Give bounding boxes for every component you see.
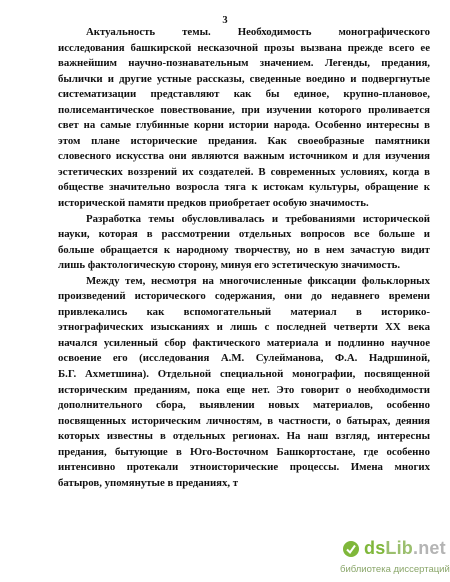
text-line: Между тем, несмотря на многочисленные фиксации фольклорных xyxy=(86,274,430,287)
text-line: былички и другие устные рассказы, сведенные воедино и подвергнутые xyxy=(58,72,430,85)
text-line: привлекались как вспомогательный материал в историко- xyxy=(58,305,430,318)
text-line: исследования башкирской несказочной прозы вызвана прежде всего ее xyxy=(58,41,430,54)
text-line: которых известны в отдельных регионах. На наш взгляд, интересны xyxy=(58,430,430,443)
text-line: эстетических воззрений их создателей. В современных условиях, когда в xyxy=(58,165,430,178)
text-line: предания, бытующие в Юго-Восточном Башкортостане, где особенно xyxy=(58,445,430,458)
text-line: Разработка темы обусловливалась и требованиями исторической xyxy=(86,212,430,225)
watermark-brand-ds: ds xyxy=(364,538,386,558)
watermark[interactable] xyxy=(338,536,450,582)
text-line: лишь фактологическую сторону, минуя его эстетическую значимость. xyxy=(58,259,401,272)
text-line: больше обращается к народному творчеству, но в нем зачастую видит xyxy=(58,243,430,256)
text-line: историческим преданиям, пока еще нет. Это говорит о необходимости xyxy=(58,383,430,396)
text-line: этнографических изысканиях и лишь с последней четверти XX века xyxy=(58,321,430,334)
watermark-logo xyxy=(342,538,446,564)
dslib-logo-icon xyxy=(342,540,360,558)
text-line: важнейшим научно-познавательным значением. Легенды, предания, xyxy=(58,57,430,70)
text-line: обществе значительно возросла тяга к истокам культуры, обращение к xyxy=(58,181,430,194)
text-line: посвященных историческим личностям, в частности, о батырах, деяния xyxy=(58,414,430,427)
text-line: систематизации представляют как бы единое, крупно-плановое, xyxy=(58,88,430,101)
text-line: словесного искусства они являются важным источником и для изучения xyxy=(58,150,430,163)
page-number: 3 xyxy=(222,15,228,26)
text-line: дополнительного сбора, выявлении новых материалов, особенно xyxy=(58,399,430,412)
text-line: освоение его (исследования А.М. Сулейманова, Ф.А. Надршиной, xyxy=(58,352,430,365)
text-line: батыров, упомянутые в преданиях, т xyxy=(58,476,239,489)
text-line: науки, которая в рассмотрении отдельных вопросов все больше и xyxy=(58,228,430,241)
text-line: Актуальность темы. Необходимость монографического xyxy=(86,26,430,38)
watermark-brand-lib: Lib xyxy=(385,538,413,558)
text-line: начался усиленный сбор фактического материала и подлинно научное xyxy=(58,336,430,349)
text-line: интенсивно протекали этноисторические процессы. Имена многих xyxy=(58,461,430,474)
text-line: свет на самые глубинные корни истории народа. Особенно интересны в xyxy=(58,119,430,132)
watermark-brand-net: .net xyxy=(413,538,446,558)
text-line: этом плане исторические предания. Как своеобразные памятники xyxy=(58,134,430,147)
text-line: Б.Г. Ахметшина). Отдельной специальной монографии, посвященной xyxy=(58,368,430,381)
watermark-subtitle: библиотека диссертаций xyxy=(340,564,450,575)
text-line: полисемантическое повествование, при изучении которого проливается xyxy=(58,103,430,116)
text-line: произведений исторического содержания, они до недавнего времени xyxy=(58,290,430,303)
body-text xyxy=(58,25,430,491)
watermark-brand xyxy=(364,538,446,559)
text-line: исторической памяти предков приобретает особую значимость. xyxy=(58,197,369,210)
